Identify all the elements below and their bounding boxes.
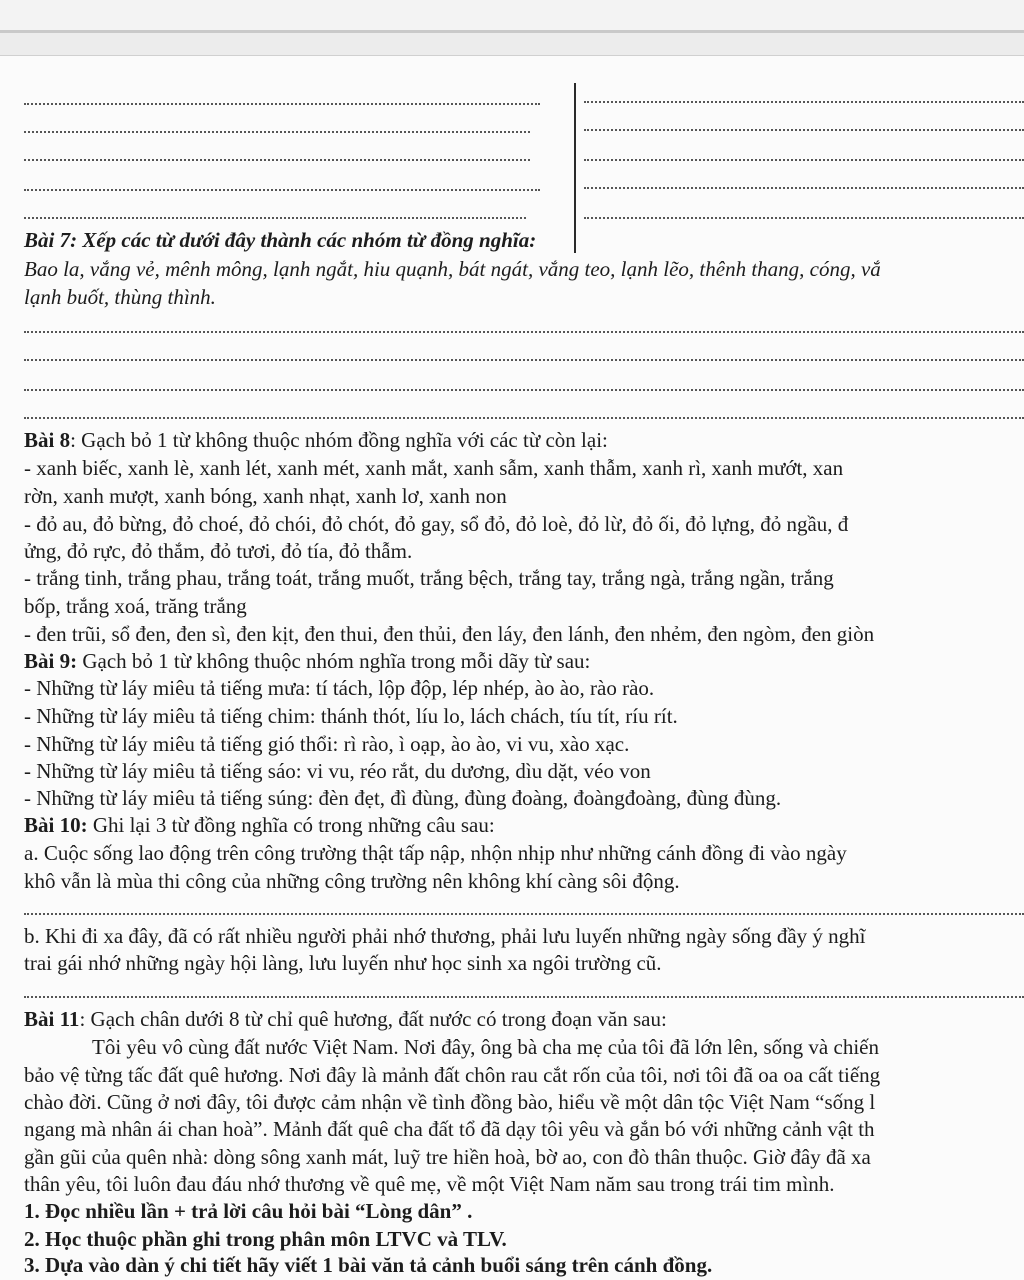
exercise-8-line: - đen trũi, sổ đen, đen sì, đen kịt, đen thui, đen thủi, đen láy, đen lánh, đen nhẻm, đen ngòm, đen giòn bbox=[24, 622, 875, 646]
exercise-9-prompt: Gạch bỏ 1 từ không thuộc nhóm nghĩa trong mỗi dãy từ sau: bbox=[77, 649, 591, 673]
exercise-11-paragraph-line: gần gũi của quên nhà: dòng sông xanh mát, luỹ tre hiền hoà, bờ ao, con đò thân thuộc. Giờ đây đã xa bbox=[24, 1145, 871, 1169]
answer-line bbox=[584, 159, 1024, 161]
exercise-7-prompt: Xếp các từ dưới đây thành các nhóm từ đồng nghĩa: bbox=[82, 228, 537, 252]
exercise-9-line: - Những từ láy miêu tả tiếng gió thổi: rì rào, ì oạp, ào ào, vi vu, xào xạc. bbox=[24, 732, 630, 756]
exercise-10-sentence-a-cont: khô vẫn là mùa thi công của những công trường nên không khí càng sôi động. bbox=[24, 869, 680, 893]
exercise-11-paragraph-line: chào đời. Cũng ở nơi đây, tôi được cảm nhận về tình đồng bào, hiểu về một dân tộc Việt Nam “sống l bbox=[24, 1090, 876, 1114]
answer-line bbox=[24, 189, 540, 191]
exercise-11-heading bbox=[24, 1006, 667, 1033]
exercise-11-paragraph-line: Tôi yêu vô cùng đất nước Việt Nam. Nơi đây, ông bà cha mẹ của tôi đã lớn lên, sống và chiến bbox=[92, 1035, 879, 1059]
answer-line bbox=[584, 217, 1024, 219]
answer-line bbox=[24, 103, 540, 105]
exercise-7-heading bbox=[24, 227, 536, 254]
homework-task-2: 2. Học thuộc phần ghi trong phân môn LTVC và TLV. bbox=[24, 1227, 507, 1251]
exercise-8-line: - xanh biếc, xanh lè, xanh lét, xanh mét, xanh mắt, xanh sẫm, xanh thẫm, xanh rì, xanh mướt, xan bbox=[24, 456, 844, 480]
exercise-9-title: Bài 9: bbox=[24, 649, 78, 673]
exercise-10-prompt: Ghi lại 3 từ đồng nghĩa có trong những câu sau: bbox=[87, 813, 495, 837]
exercise-8-line: rờn, xanh mượt, xanh bóng, xanh nhạt, xanh lơ, xanh non bbox=[24, 484, 507, 508]
column-divider bbox=[574, 83, 576, 253]
answer-line bbox=[584, 129, 1024, 131]
answer-line bbox=[24, 913, 1024, 915]
exercise-9-heading bbox=[24, 648, 590, 675]
exercise-8-prompt: : Gạch bỏ 1 từ không thuộc nhóm đồng nghĩa với các từ còn lại: bbox=[70, 428, 608, 452]
exercise-8-heading bbox=[24, 427, 608, 454]
answer-line bbox=[24, 217, 526, 219]
homework-task-1: 1. Đọc nhiều lần + trả lời câu hỏi bài “Lòng dân” . bbox=[24, 1199, 473, 1223]
answer-line bbox=[24, 159, 530, 161]
answer-line bbox=[24, 331, 1024, 333]
exercise-7-words-cont: lạnh buốt, thùng thình. bbox=[24, 285, 216, 309]
exercise-9-line: - Những từ láy miêu tả tiếng súng: đèn đẹt, đì đùng, đùng đoàng, đoàngđoàng, đùng đùng. bbox=[24, 786, 782, 810]
answer-line bbox=[24, 359, 1024, 361]
exercise-8-line: ửng, đỏ rực, đỏ thắm, đỏ tươi, đỏ tía, đỏ thẫm. bbox=[24, 539, 413, 563]
exercise-10-title: Bài 10: bbox=[24, 813, 88, 837]
page-edge bbox=[0, 55, 1024, 56]
answer-line bbox=[24, 389, 1024, 391]
exercise-8-line: - trắng tinh, trắng phau, trắng toát, trắng muốt, trắng bệch, trắng tay, trắng ngà, trắng ngần, trắng bbox=[24, 566, 834, 590]
exercise-11-title: Bài 11 bbox=[24, 1007, 80, 1031]
exercise-10-sentence-b-cont: trai gái nhớ những ngày hội làng, lưu luyến như học sinh xa ngôi trường cũ. bbox=[24, 951, 662, 975]
viewer-top-bar bbox=[0, 0, 1024, 30]
exercise-8-line: bốp, trắng xoá, trăng trắng bbox=[24, 594, 247, 618]
exercise-7-title: Bài 7: bbox=[24, 228, 78, 252]
exercise-11-prompt: : Gạch chân dưới 8 từ chỉ quê hương, đất nước có trong đoạn văn sau: bbox=[79, 1007, 667, 1031]
answer-line bbox=[24, 996, 1024, 998]
answer-line bbox=[584, 101, 1024, 103]
homework-task-3: 3. Dựa vào dàn ý chi tiết hãy viết 1 bài văn tả cảnh buổi sáng trên cánh đồng. bbox=[24, 1253, 713, 1277]
answer-line bbox=[24, 131, 530, 133]
answer-line bbox=[24, 417, 1024, 419]
worksheet-page bbox=[0, 55, 1024, 1280]
exercise-9-line: - Những từ láy miêu tả tiếng mưa: tí tách, lộp độp, lép nhép, ào ào, rào rào. bbox=[24, 676, 655, 700]
exercise-10-heading bbox=[24, 812, 495, 839]
exercise-7-words: Bao la, vắng vẻ, mênh mông, lạnh ngắt, hiu quạnh, bát ngát, vắng teo, lạnh lẽo, thênh thang, cóng, vắ bbox=[24, 257, 881, 281]
exercise-8-line: - đỏ au, đỏ bừng, đỏ choé, đỏ chói, đỏ chót, đỏ gay, sổ đỏ, đỏ loè, đỏ lừ, đỏ ối, đỏ lựng, đỏ ngầu, đ bbox=[24, 512, 849, 536]
exercise-11-paragraph-line: bảo vệ từng tấc đất quê hương. Nơi đây là mảnh đất chôn rau cắt rốn của tôi, nơi tôi đã oa oa cất tiếng bbox=[24, 1063, 881, 1087]
exercise-11-paragraph-line: ngang mà nhân ái chan hoà”. Mảnh đất quê cha đất tổ đã dạy tôi yêu và gắn bó với những cảnh vật th bbox=[24, 1117, 875, 1141]
exercise-8-title: Bài 8 bbox=[24, 428, 71, 452]
exercise-11-paragraph-line: thân yêu, tôi luôn đau đáu nhớ thương về quê mẹ, về một Việt Nam năm sau trong trái tim mình. bbox=[24, 1172, 835, 1196]
exercise-10-sentence-a: a. Cuộc sống lao động trên công trường thật tấp nập, nhộn nhịp như những cánh đồng đi vào ngày bbox=[24, 841, 847, 865]
viewer-top-border bbox=[0, 30, 1024, 33]
exercise-10-sentence-b: b. Khi đi xa đây, đã có rất nhiều người phải nhớ thương, phải lưu luyến những ngày sống đầy ý nghĩ bbox=[24, 924, 866, 948]
exercise-9-line: - Những từ láy miêu tả tiếng chim: thánh thót, líu lo, lách chách, tíu tít, ríu rít. bbox=[24, 704, 678, 728]
exercise-9-line: - Những từ láy miêu tả tiếng sáo: vi vu, réo rắt, du dương, dìu dặt, véo von bbox=[24, 759, 651, 783]
answer-line bbox=[584, 187, 1024, 189]
